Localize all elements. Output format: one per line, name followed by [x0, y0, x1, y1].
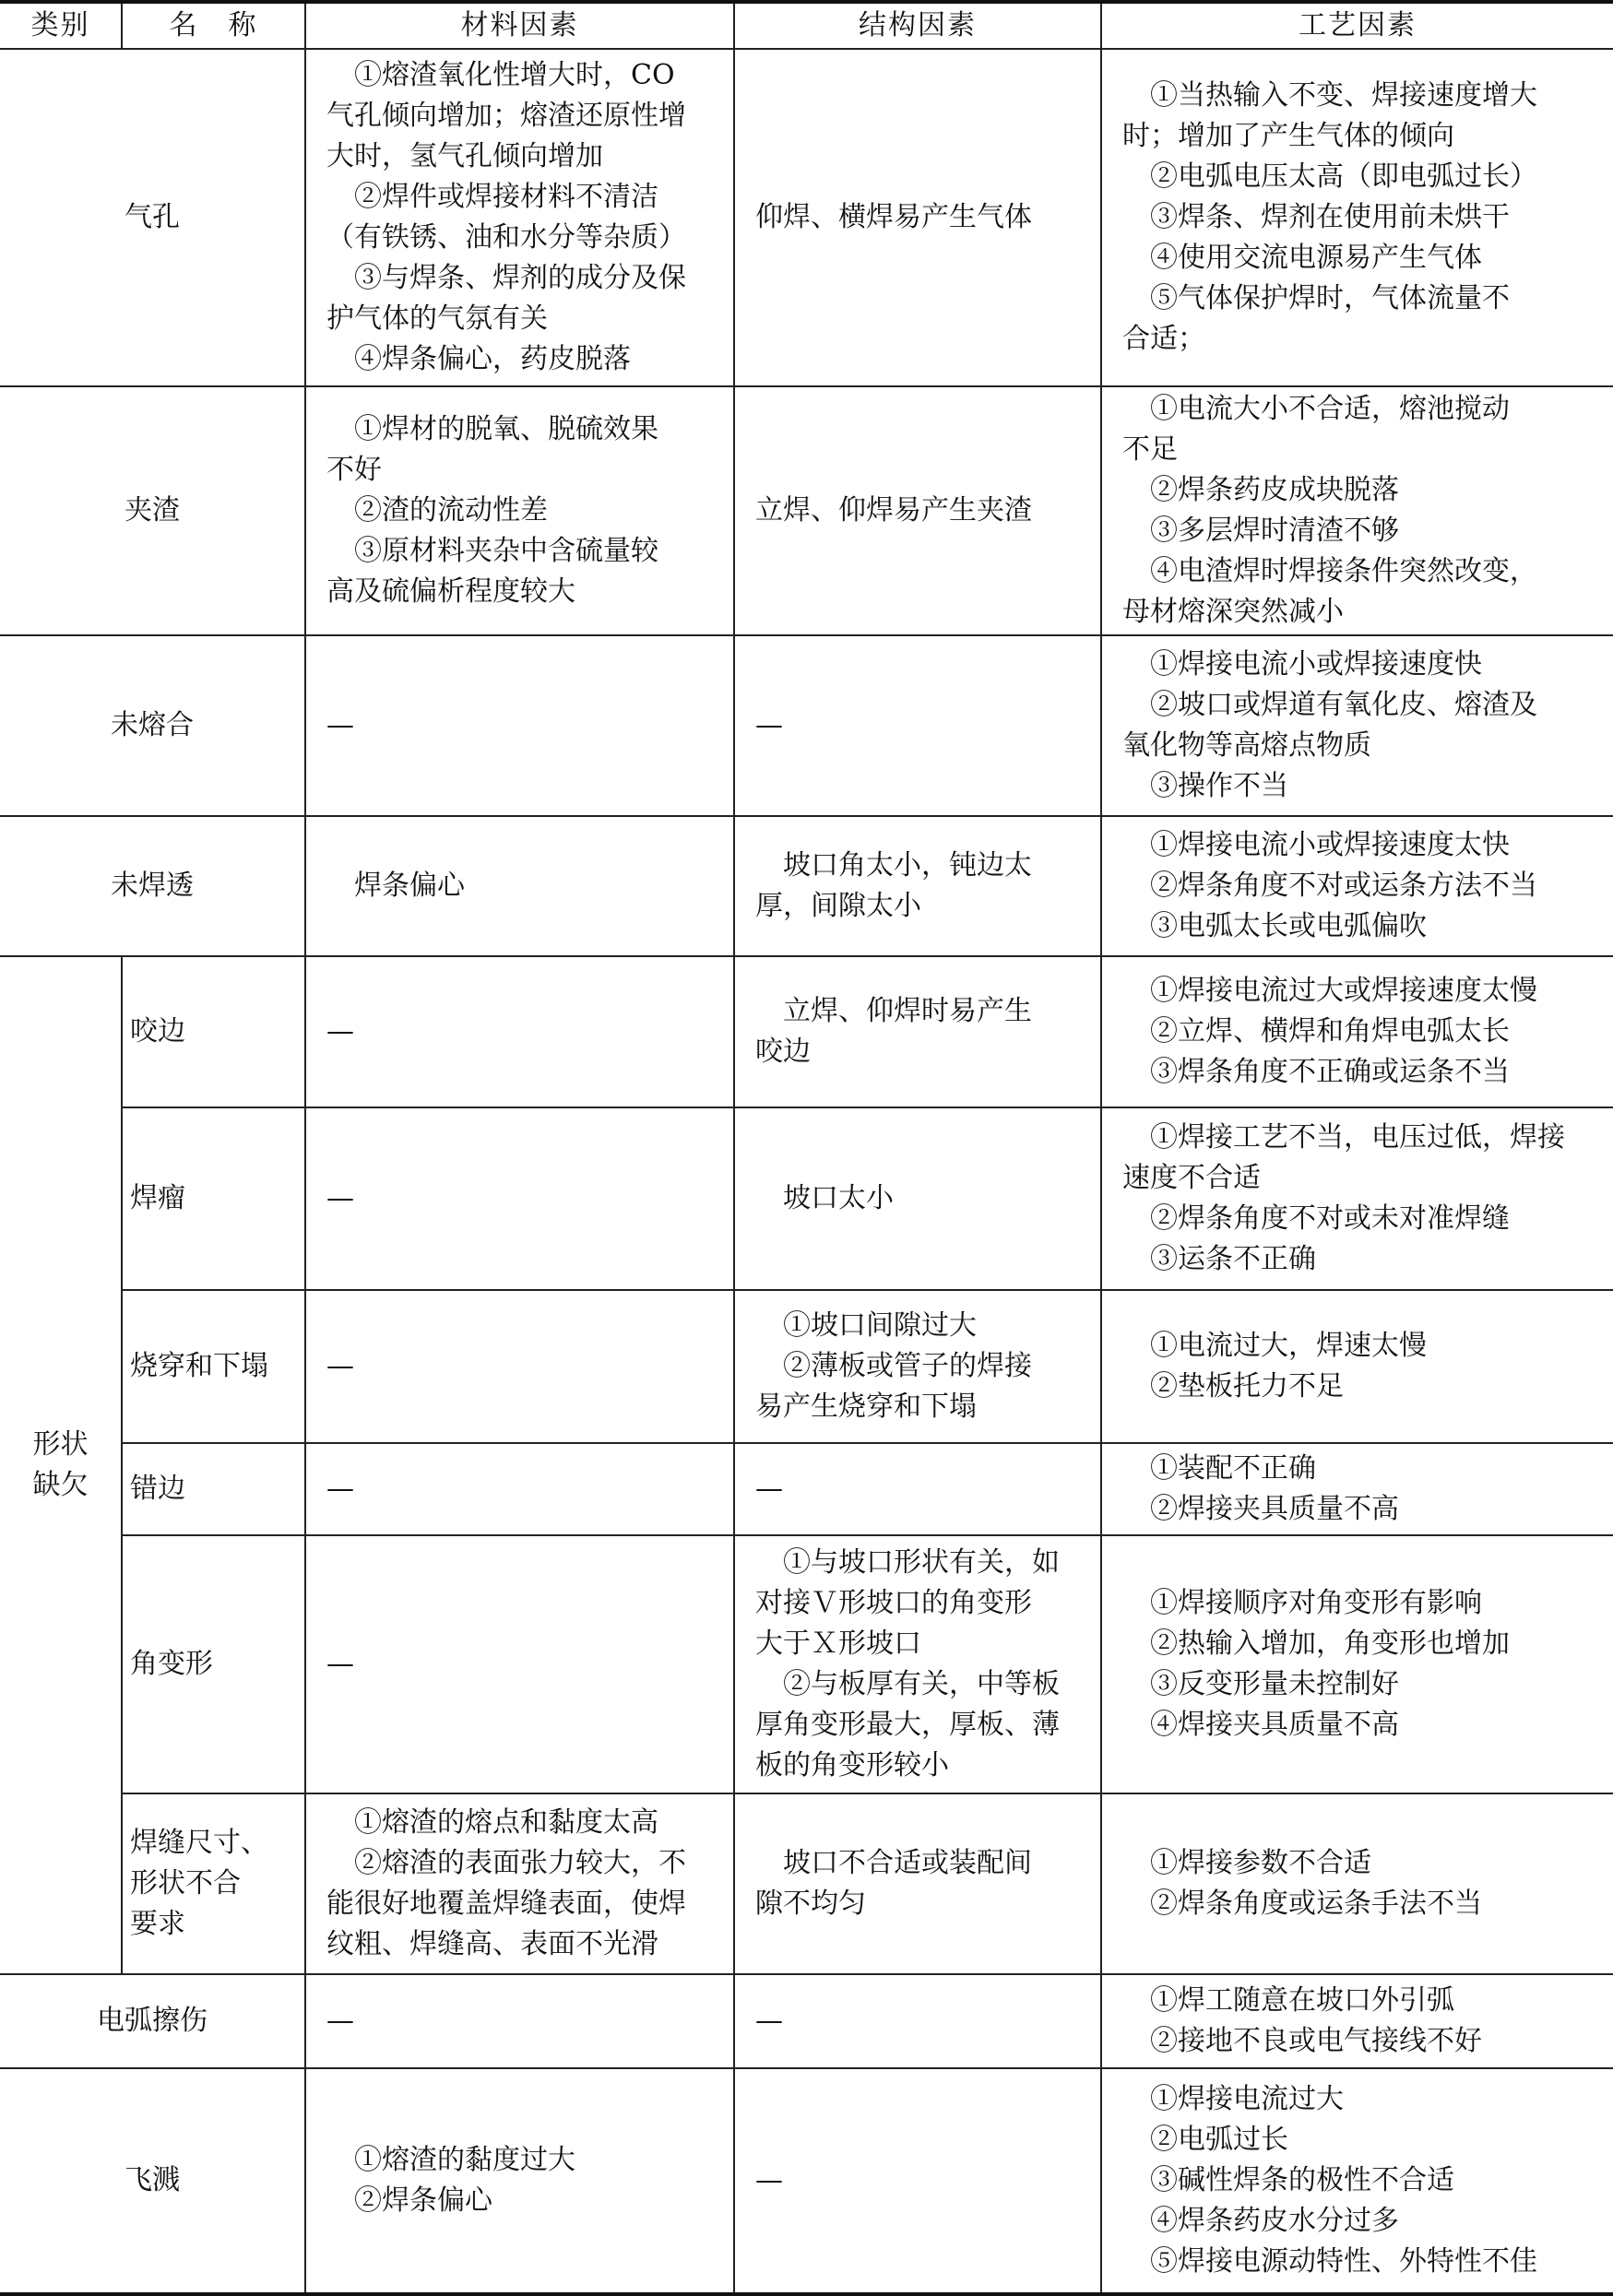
cell-line: 焊缝尺寸、 — [130, 1827, 268, 1859]
process-cell — [1101, 49, 1613, 386]
cell-line: 不好 — [326, 454, 382, 486]
defect-name: 气孔 — [0, 49, 305, 386]
cell-line: 速度不合适 — [1122, 1162, 1261, 1194]
cell-line: ③操作不当 — [1150, 770, 1288, 802]
header-structure: 结构因素 — [734, 2, 1101, 49]
structure-cell — [734, 2068, 1101, 2294]
cell-line: 氧化物等高熔点物质 — [1122, 729, 1371, 762]
cell-line: ②薄板或管子的焊接 — [783, 1350, 1032, 1382]
cell-line: 合适； — [1122, 323, 1205, 355]
cell-line: ②焊条角度或运条手法不当 — [1150, 1888, 1482, 1920]
process-cell — [1101, 956, 1613, 1107]
defect-name: 飞溅 — [0, 2068, 305, 2294]
table-row — [0, 635, 1613, 816]
cell-line: ①焊接顺序对角变形有影响 — [1150, 1587, 1482, 1619]
cell-line: ③与焊条、焊剂的成分及保 — [354, 262, 686, 294]
cell-line: ②渣的流动性差 — [354, 494, 548, 527]
cell-line: ②垫板托力不足 — [1150, 1370, 1344, 1402]
cell-line: 焊条偏心 — [354, 870, 465, 902]
table-row — [0, 49, 1613, 386]
header-name: 名 称 — [122, 2, 305, 49]
cell-line: ②焊接夹具质量不高 — [1150, 1493, 1399, 1525]
cell-line: 易产生烧穿和下塌 — [755, 1391, 977, 1423]
table-row — [0, 1290, 1613, 1443]
cell-line: ①焊接电流过大或焊接速度太慢 — [1150, 975, 1537, 1007]
process-cell — [1101, 1443, 1613, 1535]
cell-line: ⑤焊接电源动特性、外特性不佳 — [1150, 2245, 1537, 2278]
group-label-line2: 缺欠 — [32, 1469, 89, 1501]
cell-line: 形状不合 — [130, 1867, 241, 1900]
cell-line: 咬边 — [755, 1036, 811, 1068]
header-process: 工艺因素 — [1101, 2, 1613, 49]
structure-cell — [734, 386, 1101, 635]
cell-line: ③焊条、焊剂在使用前未烘干 — [1150, 201, 1510, 233]
cell-line: ①熔渣的黏度过大 — [354, 2144, 575, 2176]
cell-line: ①当热输入不变、焊接速度增大 — [1150, 79, 1537, 112]
cell-line: 厚角变形最大，厚板、薄 — [755, 1709, 1060, 1741]
material-cell — [305, 1443, 734, 1535]
cell-line: 要求 — [130, 1908, 185, 1940]
cell-line: ④焊条偏心，药皮脱落 — [354, 343, 631, 375]
material-cell — [305, 816, 734, 956]
material-cell — [305, 1107, 734, 1290]
cell-line: 大于Ｘ形坡口 — [755, 1627, 921, 1660]
cell-line: 坡口角太小，钝边太 — [783, 849, 1032, 882]
defect-name — [122, 1443, 305, 1535]
process-cell — [1101, 1535, 1613, 1793]
cell-line: ①熔渣的熔点和黏度太高 — [354, 1806, 658, 1839]
process-cell — [1101, 1974, 1613, 2068]
cell-line: 纹粗、焊缝高、表面不光滑 — [326, 1928, 658, 1960]
material-cell — [305, 1290, 734, 1443]
cell-line: ②熔渣的表面张力较大，不 — [354, 1847, 686, 1879]
material-cell — [305, 2068, 734, 2294]
cell-line: — — [326, 1648, 354, 1680]
structure-cell — [734, 49, 1101, 386]
cell-line: ②焊条偏心 — [354, 2184, 492, 2217]
cell-line: ②电弧过长 — [1150, 2124, 1288, 2156]
table-row — [0, 2068, 1613, 2294]
cell-line: 气孔倾向增加；熔渣还原性增 — [326, 100, 686, 132]
cell-line: — — [326, 1182, 354, 1214]
table-row — [0, 816, 1613, 956]
cell-line: ②坡口或焊道有氧化皮、熔渣及 — [1150, 689, 1537, 721]
process-cell — [1101, 2068, 1613, 2294]
process-cell — [1101, 1793, 1613, 1974]
cell-line: 护气体的气氛有关 — [326, 302, 548, 335]
cell-line: ④电渣焊时焊接条件突然改变， — [1150, 555, 1537, 587]
cell-line: 大时，氢气孔倾向增加 — [326, 140, 603, 172]
group-shape-defects — [0, 956, 122, 1974]
cell-line: — — [755, 2005, 783, 2037]
defect-name: 未焊透 — [0, 816, 305, 956]
cell-line: ③原材料夹杂中含硫量较 — [354, 535, 658, 567]
defect-name — [122, 956, 305, 1107]
cell-line: — — [326, 1350, 354, 1382]
defect-name — [122, 1290, 305, 1443]
cell-line: ①焊接电流过大 — [1150, 2083, 1344, 2115]
cell-line: — — [326, 709, 354, 741]
cell-line: 高及硫偏析程度较大 — [326, 575, 575, 608]
cell-line: ②与板厚有关，中等板 — [783, 1668, 1060, 1700]
material-cell — [305, 1974, 734, 2068]
cell-line: ①电流过大，焊速太慢 — [1150, 1330, 1427, 1362]
table-row — [0, 1793, 1613, 1974]
material-cell — [305, 1535, 734, 1793]
process-cell — [1101, 816, 1613, 956]
cell-line: ③碱性焊条的极性不合适 — [1150, 2164, 1454, 2196]
cell-line: 隙不均匀 — [755, 1888, 866, 1920]
cell-line: 角变形 — [130, 1648, 213, 1680]
cell-line: 厚，间隙太小 — [755, 890, 921, 922]
table-row — [0, 386, 1613, 635]
structure-cell — [734, 816, 1101, 956]
cell-line: 烧穿和下塌 — [130, 1350, 268, 1382]
cell-line: ①熔渣氧化性增大时，CO — [354, 59, 675, 91]
structure-cell — [734, 1107, 1101, 1290]
header-row — [0, 2, 1613, 49]
cell-line: ①焊材的脱氧、脱硫效果 — [354, 413, 658, 445]
cell-line: 对接Ｖ形坡口的角变形 — [755, 1587, 1032, 1619]
structure-cell — [734, 1974, 1101, 2068]
material-cell — [305, 956, 734, 1107]
cell-line: 立焊、仰焊易产生夹渣 — [755, 494, 1032, 527]
cell-line: ①电流大小不合适，熔池搅动 — [1150, 393, 1510, 425]
cell-line: ②热输入增加，角变形也增加 — [1150, 1627, 1510, 1660]
cell-line: ①焊接工艺不当，电压过低，焊接 — [1150, 1121, 1565, 1154]
cell-line: — — [326, 2005, 354, 2037]
cell-line: — — [755, 1473, 783, 1505]
process-cell — [1101, 386, 1613, 635]
header-category: 类别 — [0, 2, 122, 49]
cell-line: 错边 — [130, 1473, 185, 1505]
table-row — [0, 1535, 1613, 1793]
cell-line: ①焊工随意在坡口外引弧 — [1150, 1984, 1454, 2017]
structure-cell — [734, 1793, 1101, 1974]
process-cell — [1101, 1290, 1613, 1443]
cell-line: （有铁锈、油和水分等杂质） — [326, 221, 686, 254]
cell-line: ④焊接夹具质量不高 — [1150, 1709, 1399, 1741]
cell-line: 仰焊、横焊易产生气体 — [755, 201, 1032, 233]
table-row — [0, 1443, 1613, 1535]
cell-line: — — [326, 1473, 354, 1505]
group-label-line1: 形状 — [32, 1428, 89, 1461]
cell-line: ①焊接电流小或焊接速度快 — [1150, 648, 1482, 681]
process-cell — [1101, 635, 1613, 816]
defect-name: 电弧擦伤 — [0, 1974, 305, 2068]
cell-line: 坡口不合适或装配间 — [783, 1847, 1032, 1879]
cell-line: ③反变形量未控制好 — [1150, 1668, 1399, 1700]
structure-cell — [734, 635, 1101, 816]
cell-line: ②立焊、横焊和角焊电弧太长 — [1150, 1015, 1510, 1047]
cell-line: ③多层焊时清渣不够 — [1150, 515, 1399, 547]
cell-line: ①焊接参数不合适 — [1150, 1847, 1371, 1879]
structure-cell — [734, 956, 1101, 1107]
cell-line: 立焊、仰焊时易产生 — [783, 995, 1032, 1027]
defect-name: 夹渣 — [0, 386, 305, 635]
defect-name — [122, 1535, 305, 1793]
structure-cell — [734, 1443, 1101, 1535]
cell-line: 时；增加了产生气体的倾向 — [1122, 120, 1454, 152]
cell-line: — — [326, 1015, 354, 1047]
cell-line: — — [755, 709, 783, 741]
cell-line: ②接地不良或电气接线不好 — [1150, 2025, 1482, 2057]
cell-line: 板的角变形较小 — [755, 1749, 949, 1781]
cell-line: ②焊件或焊接材料不清洁 — [354, 181, 658, 213]
table-row — [0, 1107, 1613, 1290]
cell-line: 母材熔深突然减小 — [1122, 596, 1344, 628]
cell-line: ③焊条角度不正确或运条不当 — [1150, 1056, 1510, 1088]
table-row — [0, 956, 1613, 1107]
structure-cell — [734, 1290, 1101, 1443]
defect-name: 未熔合 — [0, 635, 305, 816]
material-cell — [305, 635, 734, 816]
cell-line: ⑤气体保护焊时，气体流量不 — [1150, 282, 1510, 314]
cell-line: ①与坡口形状有关，如 — [783, 1546, 1060, 1579]
cell-line: ③运条不正确 — [1150, 1243, 1316, 1275]
cell-line: 能很好地覆盖焊缝表面，使焊 — [326, 1888, 686, 1920]
table-row — [0, 1974, 1613, 2068]
cell-line: ④使用交流电源易产生气体 — [1150, 242, 1482, 274]
cell-line: ①焊接电流小或焊接速度太快 — [1150, 829, 1510, 861]
defect-name — [122, 1793, 305, 1974]
cell-line: ②焊条角度不对或运条方法不当 — [1150, 870, 1537, 902]
cell-line: ②焊条角度不对或未对准焊缝 — [1150, 1202, 1510, 1235]
cell-line: ①坡口间隙过大 — [783, 1309, 977, 1342]
cell-line: ④焊条药皮水分过多 — [1150, 2205, 1399, 2237]
cell-line: 焊瘤 — [130, 1182, 185, 1214]
process-cell — [1101, 1107, 1613, 1290]
defect-name — [122, 1107, 305, 1290]
cell-line: 咬边 — [130, 1015, 185, 1047]
cell-line: 不足 — [1122, 433, 1178, 466]
structure-cell — [734, 1535, 1101, 1793]
material-cell — [305, 1793, 734, 1974]
material-cell — [305, 49, 734, 386]
cell-line: ③电弧太长或电弧偏吹 — [1150, 910, 1427, 942]
cell-line: ①装配不正确 — [1150, 1452, 1316, 1485]
cell-line: — — [755, 2164, 783, 2196]
cell-line: ②焊条药皮成块脱落 — [1150, 474, 1399, 506]
cell-line: 坡口太小 — [783, 1182, 894, 1214]
header-material: 材料因素 — [305, 2, 734, 49]
material-cell — [305, 386, 734, 635]
cell-line: ②电弧电压太高（即电弧过长） — [1150, 160, 1537, 193]
